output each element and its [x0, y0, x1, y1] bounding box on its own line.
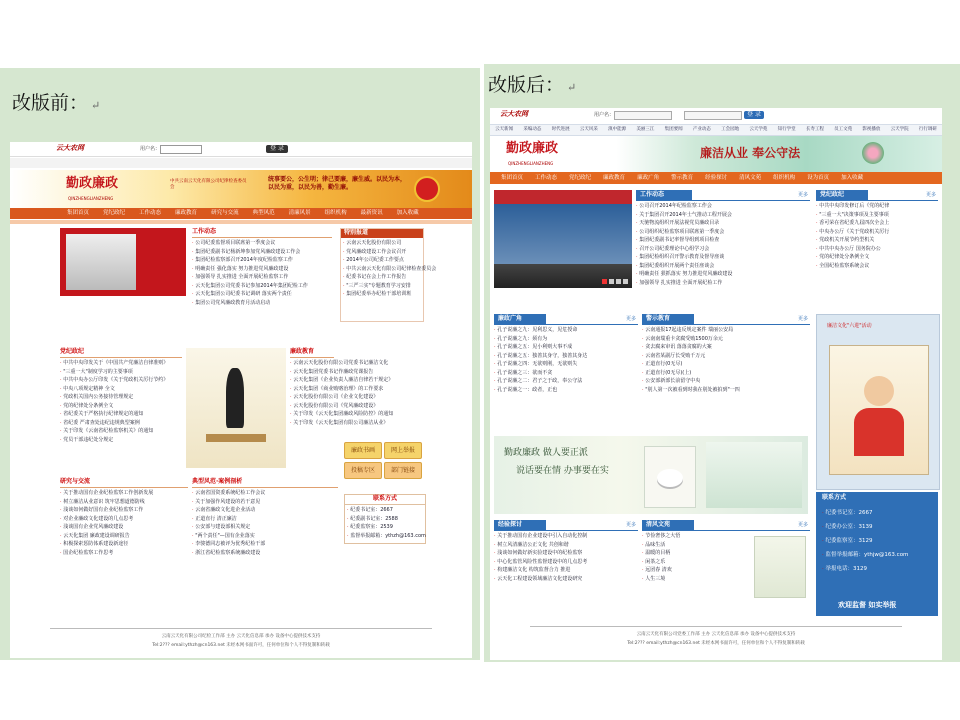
new-topnav-item-2[interactable]: 采编动态 [523, 127, 542, 132]
new-work-heading: 工作动态 [636, 190, 692, 200]
old-clean-heading: 廉政教育 [290, 348, 334, 358]
new-corner-section [494, 314, 638, 430]
new-work-item[interactable]: · 公司组织纪检监察项目联席第一季度会 [636, 229, 810, 238]
new-exp-item[interactable]: · 关于推动国有企业建设中引入自动化控制 [494, 533, 638, 542]
old-focus-item[interactable]: · 中共云南云天化有限公司纪律检查委员会 [343, 266, 421, 275]
old-topbar [10, 142, 472, 157]
old-login-button[interactable]: 登 录 [266, 145, 288, 153]
old-banner-pinyin: QINZHENGLIANZHENG [68, 196, 114, 201]
new-contact-list [822, 506, 936, 576]
old-clean-item[interactable]: · 云南云天化股份有限公司党委书记廉洁文化 [290, 360, 342, 369]
new-nav-item-10[interactable]: 设为首页 [807, 175, 830, 181]
old-work-item[interactable]: · 集团纪委副书记杨新坤参加党风廉政建设工作会 [192, 249, 332, 258]
calligraphy-line-1: 勤政廉政 做人要正派 [504, 448, 588, 458]
new-work-item[interactable]: · 召开公司纪委理论中心组学习会 [636, 246, 810, 255]
old-contact-item[interactable]: · 纪委监察室：2539 [347, 524, 423, 533]
lotus-painting [706, 442, 802, 508]
old-party-item[interactable]: · 中共中央印发关于《中国共产党廉洁自律准则》 [60, 360, 182, 369]
new-culture-rule [642, 530, 810, 531]
old-clean-item[interactable]: · 云天化集团《企业负责人廉洁自律若干规定》 [290, 377, 342, 386]
new-party-rule [816, 200, 938, 201]
old-work-list [192, 238, 332, 308]
rice-icon [657, 469, 683, 487]
new-exp-item[interactable]: · 构建廉洁文化 构筑监督合力 推进 [494, 567, 638, 576]
new-culture-heading: 清风文苑 [642, 520, 694, 530]
old-nav-item-1[interactable]: 集团首页 [67, 210, 90, 216]
old-work-item[interactable]: · 公司纪委监督项目联席第一季度会议 [192, 240, 332, 249]
new-main-nav [490, 172, 942, 184]
old-contact-item[interactable]: · 纪委副书记室：2588 [347, 516, 423, 525]
new-topnav-item-3[interactable]: 时代进展 [551, 127, 570, 132]
party-emblem-icon [414, 176, 440, 202]
new-culture-item[interactable]: · 温暖的目柄 [642, 550, 752, 559]
new-party-list [816, 203, 938, 271]
new-work-item[interactable]: · 集团纪检组织召开警示教育及督导座谈 [636, 254, 810, 263]
new-culture-more[interactable]: 更多 [797, 522, 808, 528]
old-party-item[interactable]: · 党政机关国内公务接待管理规定 [60, 394, 182, 403]
new-exp-rule [494, 530, 638, 531]
new-warn-list [642, 327, 810, 395]
old-clean-item[interactable]: · 云天化集团《商业贿赂治理》的工作要求 [290, 386, 342, 395]
new-corner-item[interactable]: · 孔子说廉之五：独善其身守，独善其身达 [494, 353, 638, 362]
old-research-section [60, 478, 188, 558]
old-party-item[interactable]: · 中央八项规定精神 全文 [60, 386, 182, 395]
old-contact-item[interactable]: · 纪委书记室：2667 [347, 507, 423, 516]
new-topnav-item-16[interactable]: 行行调研 [918, 127, 937, 132]
slide-pager[interactable] [602, 279, 628, 284]
new-slideshow[interactable] [494, 190, 632, 288]
old-nav-item-2[interactable]: 党纪政纪 [103, 210, 126, 216]
new-work-item[interactable]: · 明确责任 狠抓落实 努力推进党风廉政建设 [636, 271, 810, 280]
old-focus-heading: 特别报道 [341, 229, 423, 238]
new-work-section [636, 190, 810, 294]
new-warn-item[interactable]: · 贪去腐来审讯 落落贪腐的大案 [642, 344, 810, 353]
new-warn-item[interactable]: · 正道直行(0无尽) [642, 361, 810, 370]
old-clean-section [194, 348, 334, 358]
old-focus-item[interactable]: · 集团纪委举办纪检干部培训班 [343, 291, 421, 300]
old-party-heading: 党纪政纪 [60, 348, 182, 358]
old-footer-line-2: Tel:2??? email:ythzh@cn163.net 未经本网书面许可，任何单位和个人不得复制和转载 [152, 642, 330, 648]
new-footer-line-2: Tel:2??? email:ythzh@cn163.net 未经本网书面许可，任何单位和个人不得复制和转载 [627, 640, 805, 646]
new-party-item[interactable]: · 全国纪检监察系统会议 [816, 263, 938, 272]
before-caption: 改版前： ↵ [12, 92, 101, 114]
old-main-nav [10, 208, 472, 219]
old-clean-item[interactable]: · 关于印发《云天化集团廉政风险防控》的通知 [290, 411, 342, 420]
new-exp-item[interactable]: · 中心化监管风险性监督建设中的几点思考 [494, 559, 638, 568]
old-nav-item-10[interactable]: 加入收藏 [396, 210, 419, 216]
old-research-heading: 研究与交流 [60, 478, 188, 488]
old-research-item[interactable]: · 国企纪检监察工作思考 [60, 550, 188, 559]
old-clean-item[interactable]: · 云天化股份有限公司《党风廉政建设》 [290, 403, 342, 412]
new-culture-list [642, 533, 752, 584]
new-party-item[interactable]: · 香可荣在省纪委九届四次全会上 [816, 220, 938, 229]
old-footer [10, 634, 472, 648]
old-work-section [192, 228, 332, 312]
calligraphy-line-2: 说话要在情 办事要在实 [516, 466, 609, 476]
new-banner-slogan: 廉洁从业 奉公守法 [700, 146, 801, 160]
old-work-item[interactable]: · 云天化集团公司党委书记参加2014年集团纪检工作 [192, 283, 332, 292]
scale-icon [206, 434, 266, 442]
old-clean-item[interactable]: · 云天化集团党委书记作廉政党课报告 [290, 369, 342, 378]
new-exp-more[interactable]: 更多 [625, 522, 636, 528]
new-footer [490, 632, 942, 646]
new-contact-item[interactable]: · 举报电话：3129 [822, 562, 936, 576]
new-party-item[interactable]: · 党的纪律处分条例全文 [816, 254, 938, 263]
old-party-item[interactable]: · 中共中央办公厅印发《关于党政机关厉行节约》 [60, 377, 182, 386]
new-footer-line-1: 云南云天化有限公司党委工作部 主办 云天化信息部 承办 设备中心提供技术支持 [636, 632, 796, 637]
old-model-section [192, 478, 338, 558]
old-research-list [60, 488, 188, 558]
new-warn-rule [642, 324, 810, 325]
new-nav-item-1[interactable]: 集团首页 [501, 175, 524, 181]
new-party-heading: 党纪政纪 [816, 190, 868, 200]
old-work-item[interactable]: · 集团公司党风廉政教育月活动启动 [192, 300, 332, 309]
new-contact-item[interactable]: · 纪委办公室：3139 [822, 520, 936, 534]
new-party-item[interactable]: · "三重一大"决策事项及主要事项 [816, 212, 938, 221]
old-research-item[interactable]: · 浅谈如何做好国有企业纪检监察工作 [60, 507, 188, 516]
new-exp-item[interactable]: · 云天化工程建设领域廉洁文化建设研究 [494, 576, 638, 585]
new-party-item[interactable]: · 中央办公厅《关于党政机关厉行 [816, 229, 938, 238]
new-warn-item[interactable]: · 公安部新部长前留守中央 [642, 378, 810, 387]
old-model-item[interactable]: · 浙江省纪检监察系统廉政建设 [192, 550, 338, 559]
new-warn-item[interactable]: · 正道直行(0无尽)(上) [642, 370, 810, 379]
old-nav-underline [10, 220, 472, 224]
new-topnav-item-8[interactable]: 产业动态 [692, 127, 711, 132]
old-quick-button-3[interactable]: 投稿专区 [344, 462, 382, 479]
new-work-item[interactable]: · 集团纪委组织开展两个责任座谈会 [636, 263, 810, 272]
new-work-more[interactable]: 更多 [797, 192, 808, 198]
old-site-screenshot [10, 142, 472, 658]
new-work-item[interactable]: · 公司召开2014年纪检监察工作会 [636, 203, 810, 212]
new-warn-heading: 警示教育 [642, 314, 694, 324]
old-contact-item[interactable]: · 监督举报邮箱：ythzh@163.com [347, 533, 423, 542]
new-corner-more[interactable]: 更多 [625, 316, 636, 322]
new-logo: 云大农网 [500, 110, 528, 118]
new-corner-item[interactable]: · 孔子说廉之一：政者，正也 [494, 387, 638, 396]
new-contact-footer: 欢迎监督 如实举报 [838, 601, 897, 610]
new-nav-item-7[interactable]: 经验探讨 [705, 175, 728, 181]
new-contact-item[interactable]: · 纪委书记室：2667 [822, 506, 936, 520]
old-banner-title: 勤政廉政 [66, 176, 119, 191]
new-nav-item-6[interactable]: 警示教育 [671, 175, 694, 181]
new-cartoon-image [829, 345, 929, 475]
old-model-item[interactable]: · 云南省国资委系统纪检工作会议 [192, 490, 338, 499]
new-topnav-item-4[interactable]: 云天风采 [579, 127, 598, 132]
new-topnav-item-15[interactable]: 云天学院 [890, 127, 909, 132]
new-warn-more[interactable]: 更多 [797, 316, 808, 322]
new-topnav-item-13[interactable]: 员工文苑 [834, 127, 853, 132]
old-model-item[interactable]: · 关于加强作风建设的若干意见 [192, 499, 338, 508]
slide-dot-4[interactable] [623, 279, 628, 284]
new-exp-heading: 经验探讨 [494, 520, 546, 530]
old-party-section [60, 348, 182, 445]
old-contact-list [345, 505, 425, 543]
old-footer-line-1: 云南云天化有限公司纪检工作部 主办 云天化信息部 承办 设备中心提供技术支持 [161, 634, 321, 639]
slide-photo [494, 204, 632, 264]
old-nav-item-6[interactable]: 典型风范 [252, 210, 275, 216]
old-party-item[interactable]: · 党员干部违纪处分规定 [60, 437, 182, 446]
new-banner [490, 136, 942, 172]
face-icon [864, 376, 894, 406]
new-top-nav [490, 124, 942, 136]
old-work-item[interactable]: · 明确责任 强化落实 努力推进党风廉政建设 [192, 266, 332, 275]
new-corner-rule [494, 324, 638, 325]
old-work-item[interactable]: · 云天化集团公司纪委书记调研 落实两个责任 [192, 291, 332, 300]
new-topnav-item-7[interactable]: 集团要闻 [664, 127, 683, 132]
old-focus-section [340, 228, 437, 322]
old-work-heading: 工作动态 [192, 228, 332, 238]
rice-bowl-image [644, 446, 696, 508]
new-corner-item[interactable]: · 孔子说廉之三：欲而不贪 [494, 370, 638, 379]
old-featured-photo [66, 234, 136, 290]
new-warn-item[interactable]: · 云南通报17起违反规定案件 瑞丽公安局 [642, 327, 810, 336]
new-nav-item-2[interactable]: 工作动态 [535, 175, 558, 181]
old-contact-heading: 联系方式 [345, 495, 425, 505]
old-work-item[interactable]: · 加强领导 扎实推进 全面开展纪检监察工作 [192, 274, 332, 283]
new-contact-item[interactable]: · 监督举报邮箱：ythjw@163.com [822, 548, 936, 562]
old-model-item[interactable]: · 正道直行 清正廉洁 [192, 516, 338, 525]
new-work-item[interactable]: · 加强领导 扎实推进 全面开展纪检工作 [636, 280, 810, 289]
old-party-item[interactable]: · "三重一大"制度学习的主要事项 [60, 369, 182, 378]
new-culture-item[interactable]: · 远团春 清欢 [642, 567, 752, 576]
new-topnav-item-5[interactable]: 滇中能源 [608, 127, 627, 132]
slide-dot-2[interactable] [609, 279, 614, 284]
old-model-item[interactable]: · 李骏德同志被评为优秀纪检干部 [192, 541, 338, 550]
robe-icon [854, 408, 904, 456]
new-warn-item[interactable]: · 云南省某副厅长受贿千万元 [642, 353, 810, 362]
old-nav-item-9[interactable]: 最新资讯 [360, 210, 383, 216]
old-nav-item-8[interactable]: 组织机构 [324, 210, 347, 216]
old-logo: 云大农网 [56, 144, 84, 152]
old-party-list [60, 358, 182, 445]
new-topnav-item-6[interactable]: 美丽三江 [636, 127, 655, 132]
new-banner-title: 勤政廉政 [506, 141, 559, 156]
figure-silhouette-icon [226, 368, 244, 428]
old-featured-image[interactable] [60, 228, 186, 296]
old-quick-button-4[interactable]: 部门链接 [384, 462, 422, 479]
old-nav-item-4[interactable]: 廉政教育 [175, 210, 198, 216]
old-research-item[interactable]: · 云天化集团 廉政建设调研报告 [60, 533, 188, 542]
new-exp-item[interactable]: · 浅谈如何做好新实验建设中的纪检监察 [494, 550, 638, 559]
slide-banner [494, 190, 632, 204]
new-corner-item[interactable]: · 孔子说廉之九：见利思义，见危授命 [494, 327, 638, 336]
old-work-item[interactable]: · 集团纪检监察部召开2014年度纪检监察工作 [192, 257, 332, 266]
old-quick-button-1[interactable]: 廉政书画 [344, 442, 382, 459]
new-contact-section [816, 492, 938, 616]
new-banner-pinyin: QINZHENGLIANZHENG [508, 161, 554, 166]
old-username-input[interactable] [160, 145, 202, 154]
old-research-item[interactable]: · 对企业廉政文化建设的几点思考 [60, 516, 188, 525]
old-research-item[interactable]: · 积极探索惩防体系建设新途径 [60, 541, 188, 550]
old-banner-slogan: 统事要公，公生明；律己要廉，廉生威。以民为本，以民为重，以民为善，勤生廉。 [268, 176, 407, 191]
old-research-item[interactable]: · 关于推动国有企业纪检监察工作创新发展 [60, 490, 188, 499]
new-calligraphy-banner [494, 436, 808, 514]
new-topnav-item-10[interactable]: 云天学苑 [749, 127, 768, 132]
new-work-item[interactable]: · 天驰物流组织开展法视党员廉政目录 [636, 220, 810, 229]
new-warn-item[interactable]: · "别人第一次被看到时我在别处被拍到"一四 [642, 387, 810, 396]
old-party-item[interactable]: · 省纪委 严肃查处违纪违规典型案例 [60, 420, 182, 429]
new-cartoon-caption: 廉洁文化"六进"活动 [827, 323, 872, 329]
new-topnav-item-11[interactable]: 知行学堂 [777, 127, 796, 132]
old-party-item[interactable]: · 省纪委关于严格执行纪律规定的通知 [60, 411, 182, 420]
old-nav-item-7[interactable]: 清廉风景 [288, 210, 311, 216]
old-focus-item[interactable]: · 2014年公司纪委工作要点 [343, 257, 421, 266]
new-corner-list [494, 327, 638, 395]
old-party-item[interactable]: · 关于印发《云南省纪检监察机关》的通知 [60, 428, 182, 437]
old-focus-item[interactable]: · 云南云天化股份有限公司 [343, 240, 421, 249]
old-research-item[interactable]: · 浅谈国有企业党风廉政建设 [60, 524, 188, 533]
ink-painting-image [754, 536, 806, 598]
new-footer-rule [530, 626, 902, 627]
old-banner [10, 170, 472, 208]
old-model-item[interactable]: · 云南省廉政文化进企业活动 [192, 507, 338, 516]
old-focus-item[interactable]: · "三严三实"专题教育学习安排 [343, 283, 421, 292]
new-topbar [490, 108, 942, 122]
new-warn-item[interactable]: · 云南南瑞重卡贪腐受贿1500万余元 [642, 336, 810, 345]
old-login-label: 用户名： [140, 146, 161, 152]
new-corner-heading: 廉政广角 [494, 314, 546, 324]
new-exp-list [494, 533, 638, 584]
old-clean-item[interactable]: · 关于印发《云天化集团有限公司廉洁从业》 [290, 420, 342, 429]
old-subnav [10, 158, 472, 168]
new-culture-item[interactable]: · 闲茶之乐 [642, 559, 752, 568]
new-site-screenshot [490, 108, 942, 660]
new-password-input[interactable] [684, 111, 742, 120]
slide-dot-3[interactable] [616, 279, 621, 284]
new-exp-item[interactable]: · 树立风清廉洁公正文化 共创和谐 [494, 542, 638, 551]
new-party-section [816, 190, 938, 294]
old-clean-list [290, 360, 394, 428]
new-warn-section [642, 314, 810, 430]
new-culture-item[interactable]: · 节俭奢侈之大悟 [642, 533, 752, 542]
old-focus-item[interactable]: · 党风廉政建设工作会议召开 [343, 249, 421, 258]
after-caption: 改版后： ↵ [488, 74, 577, 96]
new-nav-item-9[interactable]: 组织机构 [773, 175, 796, 181]
slide-dot-1[interactable] [602, 279, 607, 284]
old-party-item[interactable]: · 党的纪律处分条例全文 [60, 403, 182, 412]
old-model-item[interactable]: · "两个责任"—国有企业落实 [192, 533, 338, 542]
new-nav-item-11[interactable]: 加入收藏 [841, 175, 864, 181]
old-model-item[interactable]: · 公安部与建设部相关规定 [192, 524, 338, 533]
new-corner-item[interactable]: · 孔子说廉之二：君子之于政，奉公守法 [494, 378, 638, 387]
new-nav-item-4[interactable]: 廉政教育 [603, 175, 626, 181]
new-corner-item[interactable]: · 孔子说廉之五：见小利则大事不成 [494, 344, 638, 353]
new-nav-item-8[interactable]: 清风文苑 [739, 175, 762, 181]
new-culture-item[interactable]: · 品味生活 [642, 542, 752, 551]
new-work-item[interactable]: · 关于集团召开2014年士气推动工程开展会 [636, 212, 810, 221]
new-work-item[interactable]: · 集团纪委副书记率督导组到项目检查 [636, 237, 810, 246]
new-username-input[interactable] [614, 111, 672, 120]
new-party-more[interactable]: 更多 [925, 192, 936, 198]
new-login-label: 用户名： [594, 112, 615, 118]
new-topnav-item-12[interactable]: 长寿工程 [805, 127, 824, 132]
old-nav-item-3[interactable]: 工作动态 [139, 210, 162, 216]
new-corner-item[interactable]: · 孔子说廉之四：无欲则刚，无欲则失 [494, 361, 638, 370]
new-login-button[interactable]: 登 录 [744, 111, 764, 119]
old-model-list [192, 488, 338, 558]
new-contact-heading: 联系方式 [822, 494, 847, 501]
new-topnav-item-14[interactable]: 影视播放 [862, 127, 881, 132]
new-topnav-item-9[interactable]: 工会园地 [721, 127, 740, 132]
new-contact-item[interactable]: · 纪委监察室：3129 [822, 534, 936, 548]
old-research-item[interactable]: · 树立廉洁从业意识 筑牢思想道德防线 [60, 499, 188, 508]
new-cartoon-panel [816, 314, 940, 490]
new-work-rule [636, 200, 810, 201]
old-button-grid [344, 442, 424, 482]
lotus-icon [862, 142, 884, 164]
old-model-heading: 典型风范·案例剖析 [192, 478, 338, 488]
old-banner-org: 中共云南云天化有限公司纪律检查委员会 [170, 179, 247, 190]
new-nav-item-3[interactable]: 党纪政纪 [569, 175, 592, 181]
new-topnav-item-1[interactable]: 云天新闻 [495, 127, 514, 132]
slide-caption-bar [494, 264, 632, 288]
new-culture-section [642, 520, 810, 600]
old-cartoon-image [186, 348, 286, 468]
new-corner-item[interactable]: · 孔子说廉之九：须有为 [494, 336, 638, 345]
old-footer-rule [50, 628, 432, 629]
old-nav-item-5[interactable]: 研究与交流 [211, 210, 239, 216]
old-focus-list [341, 238, 437, 302]
new-party-item[interactable]: · 党政机关开展节约型机关 [816, 237, 938, 246]
old-quick-button-2[interactable]: 网上举报 [384, 442, 422, 459]
new-party-item[interactable]: · 中共中央办公厅 国务院办公 [816, 246, 938, 255]
new-party-item[interactable]: · 中共中央印发修订后《党的纪律 [816, 203, 938, 212]
old-clean-item[interactable]: · 云天化股份有限公司《企业文化建设》 [290, 394, 342, 403]
old-focus-item[interactable]: · 纪委书记在会上作工作报告 [343, 274, 421, 283]
new-work-list [636, 203, 810, 288]
new-culture-item[interactable]: · 人生三境 [642, 576, 752, 585]
new-exp-section [494, 520, 638, 600]
new-nav-item-5[interactable]: 廉政广角 [637, 175, 660, 181]
old-contact-section [344, 494, 426, 544]
